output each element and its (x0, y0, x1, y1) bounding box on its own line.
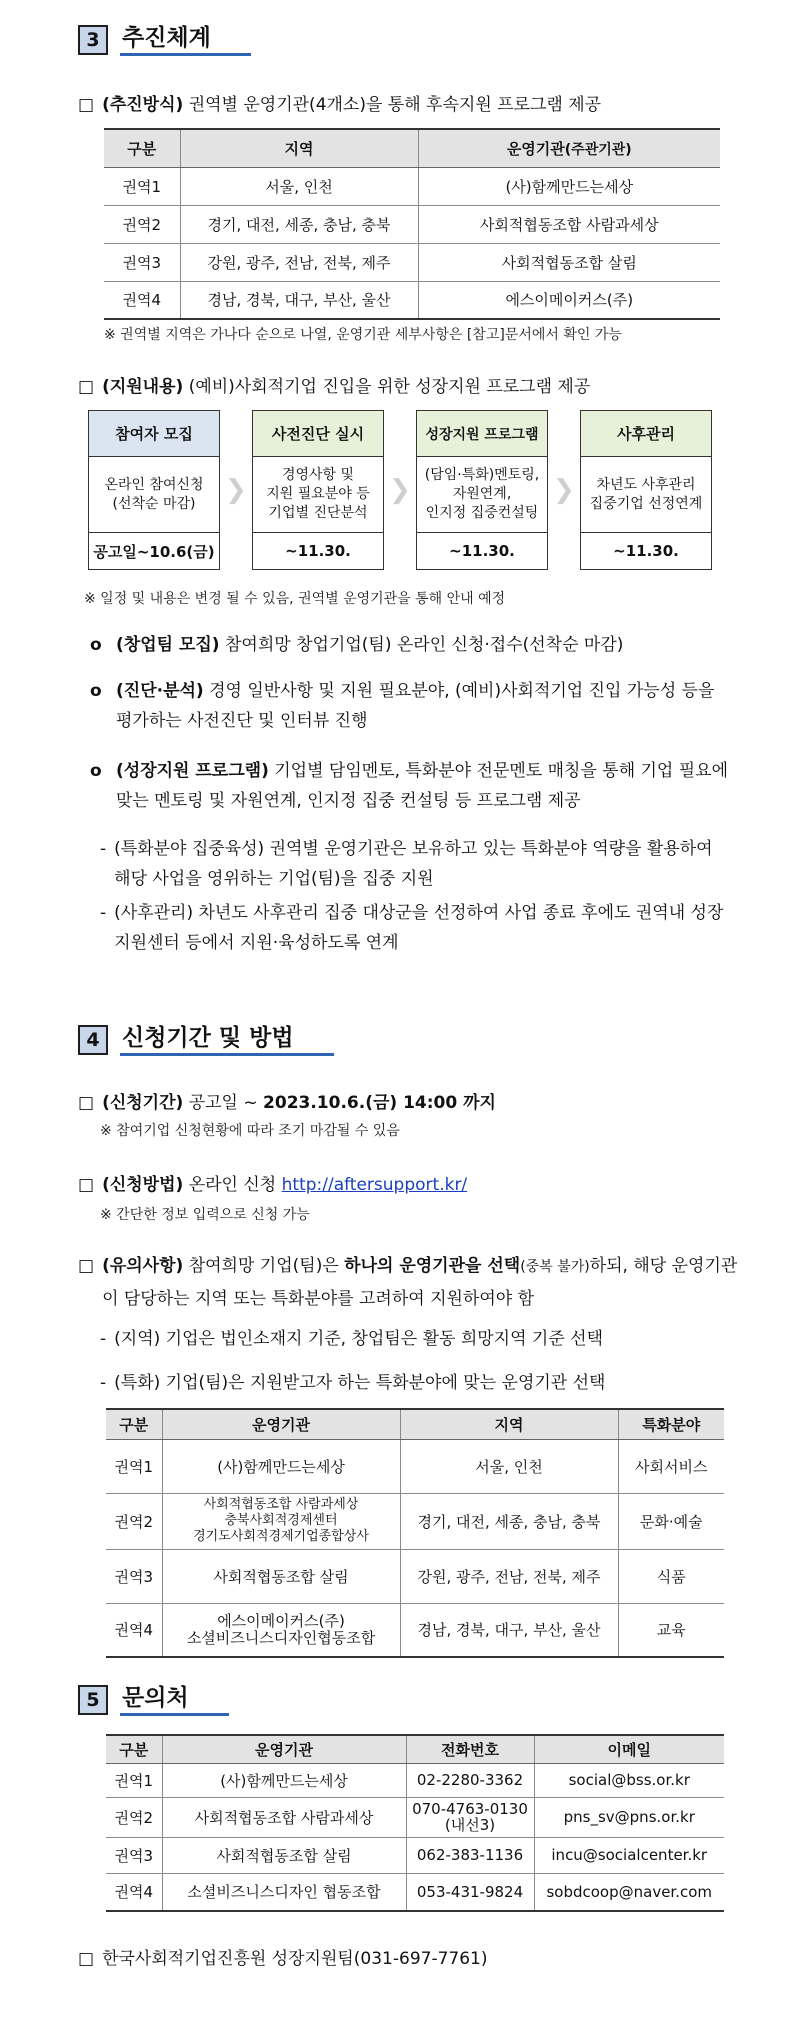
flow-step-date: ~11.30. (613, 542, 679, 560)
flow-step (580, 410, 712, 570)
operators-table (104, 128, 720, 320)
chevron-right-icon: ❯ (389, 475, 411, 505)
bullet-application-period: □ (신청기간) 공고일 ~ 2023.10.6.(금) 14:00 까지 (78, 1090, 738, 1116)
table-row: 권역4 경남, 경북, 대구, 부산, 울산 에스이메이커스(주) (104, 281, 720, 319)
section-number: 5 (78, 1685, 108, 1715)
square-bullet-icon: □ (78, 1093, 95, 1113)
circle-item-recruit: ο (창업팀 모집) 참여희망 창업기업(팀) 온라인 신청·접수(선착순 마감) (90, 630, 730, 660)
flow-step-title: 사전진단 실시 (253, 411, 383, 457)
section-title: 문의처 (120, 1684, 229, 1716)
chevron-right-icon: ❯ (553, 475, 575, 505)
note-simple-input: ※ 간단한 정보 입력으로 신청 가능 (100, 1207, 310, 1223)
col-header: 운영기관(주관기관) (418, 129, 720, 167)
dash-item-aftercare: - (사후관리) 차년도 사후관리 집중 대상군을 선정하여 사업 종료 후에도 권역내 성장지원센터 등에서 지원·육성하도록 연계 (100, 903, 724, 953)
square-bullet-icon: □ (78, 1175, 95, 1195)
flow-step-desc: 경영사항 및 지원 필요분야 등 기업별 진단분석 (253, 457, 383, 533)
flow-step (252, 410, 384, 570)
table-row: 권역3 사회적협동조합 살림 강원, 광주, 전남, 전북, 제주 식품 (106, 1549, 724, 1603)
email[interactable]: pns_sv@pns.or.kr (534, 1797, 724, 1837)
section-title: 추진체계 (120, 24, 251, 56)
contact-team-text: 한국사회적기업진흥원 성장지원팀(031-697-7761) (102, 1949, 488, 1969)
col-header: 구분 (106, 1409, 162, 1439)
col-header: 구분 (106, 1735, 162, 1763)
section-4-header (78, 1024, 334, 1056)
bullet-caution: □ (유의사항) 참여희망 기업(팀)은 하나의 운영기관을 선택(중복 불가)하되, 해당 운영기관이 담당하는 지역 또는 특화분야를 고려하여 지원하여야 함 (78, 1250, 738, 1315)
bullet-key: (지원내용) (102, 377, 184, 397)
bullet-application-method: □ (신청방법) 온라인 신청 http://aftersupport.kr/ (78, 1172, 738, 1198)
col-header: 구분 (104, 129, 180, 167)
deadline: 2023.10.6.(금) 14:00 까지 (263, 1093, 496, 1113)
circle-item-diagnosis: ο (진단·분석) 경영 일반사항 및 지원 필요분야, (예비)사회적기업 진입 가능성 등을 평가하는 사전진단 및 인터뷰 진행 (90, 676, 730, 736)
square-bullet-icon: □ (78, 95, 95, 115)
flow-step-desc: (담임·특화)멘토링, 자원연계, 인지정 집중컨설팅 (417, 457, 547, 533)
note-schedule-change: ※ 일정 및 내용은 변경 될 수 있음, 권역별 운영기관을 통해 안내 예정 (84, 591, 506, 607)
dash-item-specialty: - (특화) 기업(팀)은 지원받고자 하는 특화분야에 맞는 운영기관 선택 (100, 1373, 606, 1393)
circle-bullet-icon: ο (90, 635, 102, 655)
flow-step-title: 사후관리 (581, 411, 711, 457)
email[interactable]: social@bss.or.kr (534, 1763, 724, 1797)
square-bullet-icon: □ (78, 1949, 95, 1969)
contact-table (106, 1734, 724, 1912)
square-bullet-icon: □ (78, 377, 95, 397)
square-bullet-icon: □ (78, 1256, 95, 1276)
bullet-text: 권역별 운영기관(4개소)을 통해 후속지원 프로그램 제공 (183, 95, 602, 115)
phone-number: 02-2280-3362 (406, 1763, 534, 1797)
col-header: 전화번호 (406, 1735, 534, 1763)
flow-step-title: 성장지원 프로그램 (417, 411, 547, 457)
circle-bullet-icon: ο (90, 681, 102, 701)
bullet-support-content (78, 374, 738, 400)
flow-step-title: 참여자 모집 (89, 411, 219, 457)
section-number: 3 (78, 25, 108, 55)
col-header: 지역 (180, 129, 418, 167)
bullet-text: (예비)사회적기업 진입을 위한 성장지원 프로그램 제공 (183, 377, 591, 397)
application-link[interactable]: http://aftersupport.kr/ (281, 1175, 468, 1195)
phone-number: 070-4763-0130 (내선3) (406, 1797, 534, 1837)
phone-number: 053-431-9824 (406, 1873, 534, 1911)
phone-number: 062-383-1136 (406, 1837, 534, 1873)
flow-step-date: ~11.30. (285, 542, 351, 560)
section-number: 4 (78, 1025, 108, 1055)
section-3-header (78, 24, 251, 56)
bullet-contact-team (78, 1946, 738, 1972)
flow-step (88, 410, 220, 570)
col-header: 운영기관 (162, 1735, 406, 1763)
flow-step-date: ~11.30. (449, 542, 515, 560)
process-flow (88, 410, 712, 570)
email[interactable]: sobdcoop@naver.com (534, 1873, 724, 1911)
table-row: 권역4 소셜비즈니스디자인 협동조합 053-431-9824 sobdcoop@naver.com (106, 1873, 724, 1911)
note-region-order: ※ 권역별 지역은 가나다 순으로 나열, 운영기관 세부사항은 [참고]문서에서 확인 가능 (104, 327, 622, 343)
chevron-right-icon: ❯ (225, 475, 247, 505)
col-header: 이메일 (534, 1735, 724, 1763)
table-row: 권역1 (사)함께만드는세상 02-2280-3362 social@bss.or.kr (106, 1763, 724, 1797)
col-header: 지역 (400, 1409, 618, 1439)
table-row: 권역3 강원, 광주, 전남, 전북, 제주 사회적협동조합 살림 (104, 243, 720, 281)
flow-step (416, 410, 548, 570)
note-early-close: ※ 참여기업 신청현황에 따라 조기 마감될 수 있음 (100, 1123, 400, 1139)
table-row: 권역4 에스이메이커스(주) 소셜비즈니스디자인협동조합 경남, 경북, 대구, 부산, 울산 교육 (106, 1603, 724, 1657)
circle-item-growth-program: ο (성장지원 프로그램) 기업별 담임멘토, 특화분야 전문멘토 매칭을 통해 기업 필요에 맞는 멘토링 및 자원연계, 인지정 집중 컨설팅 등 프로그램 제공 (90, 756, 730, 816)
circle-bullet-icon: ο (90, 761, 102, 781)
table-row: 권역2 경기, 대전, 세종, 충남, 충북 사회적협동조합 사람과세상 (104, 205, 720, 243)
table-row: 권역1 서울, 인천 (사)함께만드는세상 (104, 167, 720, 205)
table-row: 권역1 (사)함께만드는세상 서울, 인천 사회서비스 (106, 1439, 724, 1493)
flow-step-desc: 온라인 참여신청 (선착순 마감) (89, 457, 219, 533)
table-row: 권역2 사회적협동조합 사람과세상 충북사회적경제센터 경기도사회적경제기업종합상사 경기, 대전, 세종, 충남, 충북 문화·예술 (106, 1493, 724, 1549)
specialty-table (106, 1408, 724, 1658)
dash-item-region: - (지역) 기업은 법인소재지 기준, 창업팀은 활동 희망지역 기준 선택 (100, 1329, 604, 1349)
email[interactable]: incu@socialcenter.kr (534, 1837, 724, 1873)
table-row: 권역2 사회적협동조합 사람과세상 070-4763-0130 (내선3) pns_sv@pns.or.kr (106, 1797, 724, 1837)
table-row: 권역3 사회적협동조합 살림 062-383-1136 incu@socialcenter.kr (106, 1837, 724, 1873)
dash-item-specialization: - (특화분야 집중육성) 권역별 운영기관은 보유하고 있는 특화분야 역량을 활용하여 해당 사업을 영위하는 기업(팀)을 집중 지원 (100, 839, 713, 889)
col-header: 운영기관 (162, 1409, 400, 1439)
col-header: 특화분야 (618, 1409, 724, 1439)
flow-step-date: 공고일~10.6(금) (93, 542, 215, 561)
section-5-header (78, 1684, 229, 1716)
bullet-key: (추진방식) (102, 95, 184, 115)
flow-step-desc: 차년도 사후관리 집중기업 선정연계 (581, 457, 711, 533)
bullet-operation-method (78, 92, 738, 118)
section-title: 신청기간 및 방법 (120, 1024, 334, 1056)
